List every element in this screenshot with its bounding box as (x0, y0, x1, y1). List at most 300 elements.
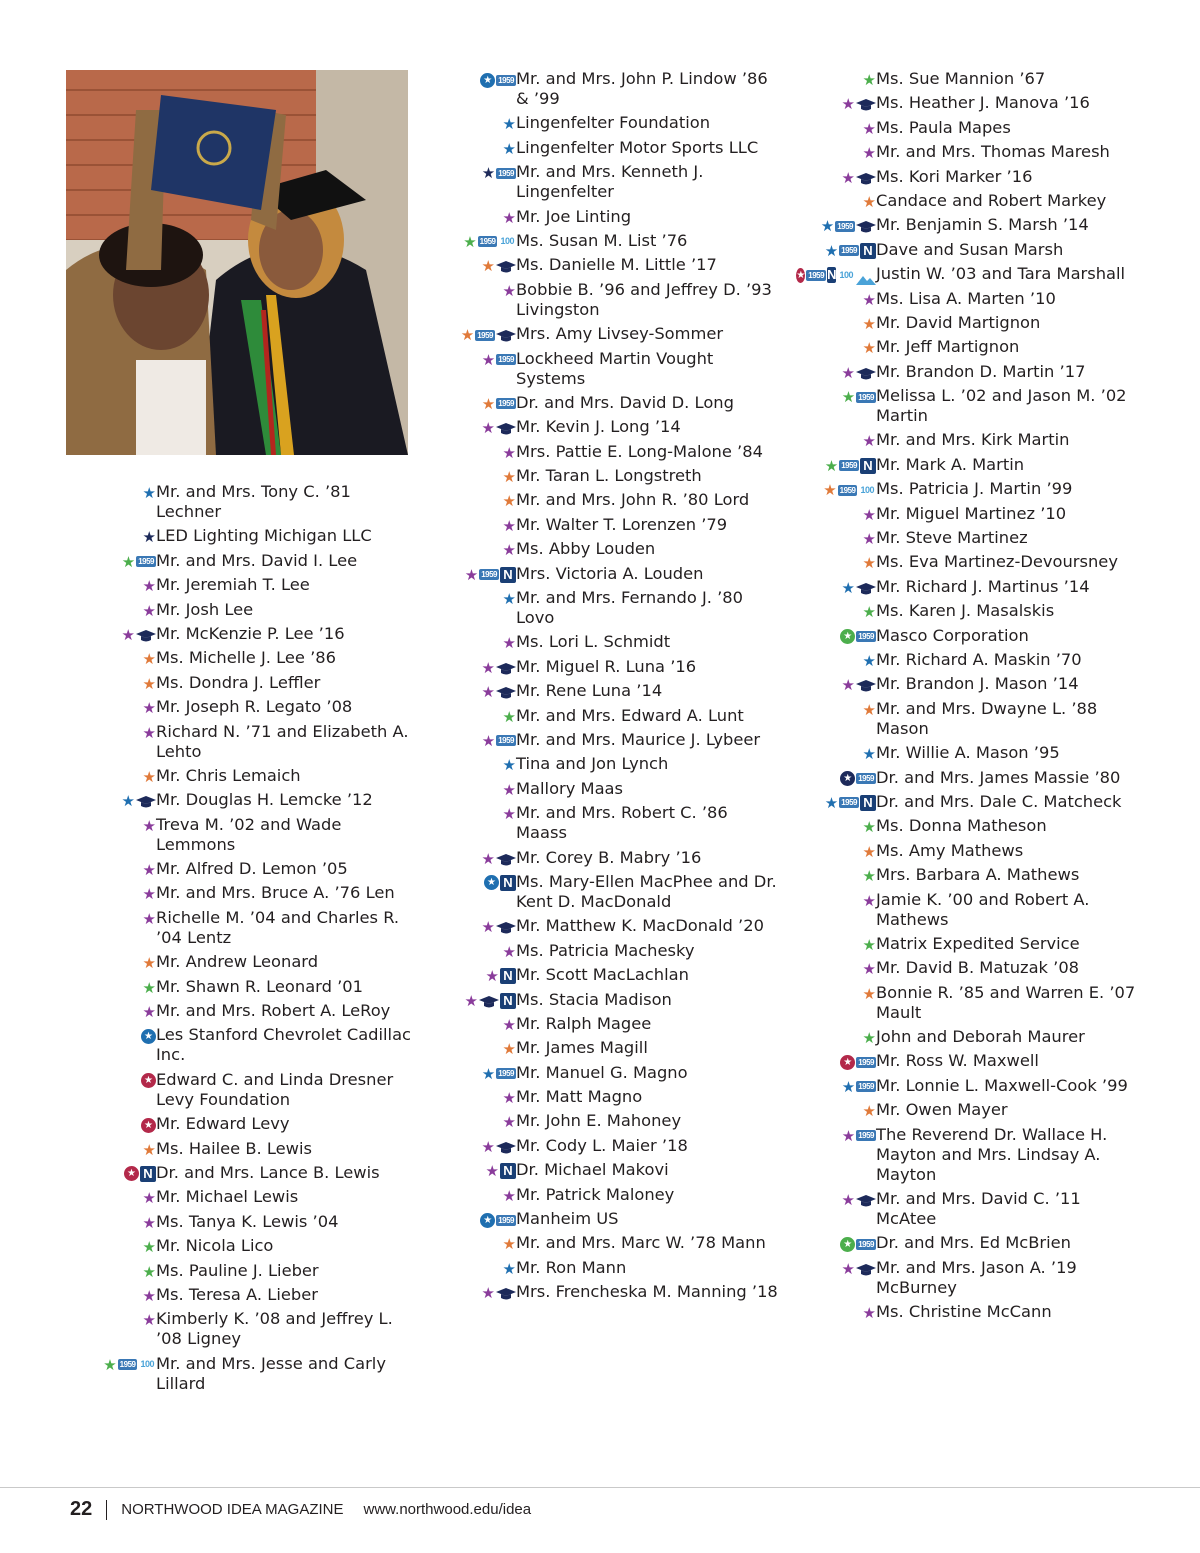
donor-entry (440, 1209, 780, 1233)
donor-entry (80, 1025, 415, 1069)
donor-name: Mr. and Mrs. Tony C. ’81 Lechner (156, 482, 351, 521)
donor-name: Treva M. ’02 and Wade Lemmons (156, 814, 342, 854)
donor-entry (800, 1100, 1145, 1124)
star-purple-icon: ★ (481, 918, 495, 937)
recognition-icons (440, 1088, 516, 1108)
recognition-icons (80, 649, 156, 669)
donor-entry (80, 1354, 415, 1398)
donor-name: Mr. Rene Luna ’14 (516, 681, 663, 701)
founders-1959-icon: 1959 (119, 1360, 136, 1370)
donor-entry (800, 743, 1145, 767)
donor-name: Mr. Ross W. Maxwell (876, 1051, 1039, 1071)
recognition-icons (440, 633, 516, 653)
star-blue-icon: ★ (862, 651, 876, 670)
donor-name: Mrs. Pattie E. Long-Malone ’84 (516, 441, 763, 461)
donor-entry (440, 490, 780, 514)
recognition-icons (800, 984, 876, 1004)
star-orange-icon: ★ (142, 674, 156, 693)
recognition-icons (80, 1188, 156, 1208)
star-purple-icon: ★ (502, 516, 516, 535)
star-green-icon: ★ (502, 707, 516, 726)
donor-name: Mr. Walter T. Lorenzen ’79 (516, 514, 728, 534)
donor-name: Mallory Maas (516, 778, 624, 798)
recognition-icons (80, 1310, 156, 1330)
donor-name: Ms. Amy Mathews (876, 840, 1024, 860)
recognition-icons (80, 625, 156, 645)
star-orange-icon: ★ (862, 1102, 876, 1121)
donor-name: Mr. Richard J. Martinus ’14 (876, 576, 1090, 596)
donor-entry (800, 626, 1145, 650)
donor-name: Lingenfelter Foundation (516, 113, 711, 133)
recognition-icons (800, 363, 876, 383)
donor-entry (440, 706, 780, 730)
donor-entry (800, 1189, 1145, 1233)
donor-name: Mr. Brandon D. Martin ’17 (876, 361, 1086, 381)
donor-name: Mr. and Mrs. Edward A. Lunt (516, 705, 744, 725)
donor-name: Dave and Susan Marsh (876, 239, 1064, 259)
donor-entry (440, 1087, 780, 1111)
donor-entry (800, 1233, 1145, 1257)
donor-name: Mr. McKenzie P. Lee ’16 (156, 623, 345, 643)
star-purple-icon: ★ (481, 1137, 495, 1156)
graduation-photo (66, 70, 408, 455)
donor-entry (800, 983, 1145, 1027)
donor-entry (800, 958, 1145, 982)
star-green-icon: ★ (841, 388, 856, 407)
founders-1959-icon: 1959 (841, 798, 857, 808)
donor-name: Mr. Benjamin S. Marsh ’14 (876, 215, 1089, 235)
recognition-icons (440, 1210, 516, 1230)
recognition-icons (80, 1026, 156, 1046)
donor-entry (440, 1111, 780, 1135)
recognition-icons (440, 70, 516, 90)
recognition-icons (800, 168, 876, 188)
donor-entry (800, 337, 1145, 361)
recognition-icons (796, 265, 876, 285)
recognition-icons (440, 755, 516, 775)
recognition-icons (800, 431, 876, 451)
recognition-icons (440, 682, 516, 702)
star-purple-icon: ★ (841, 363, 855, 382)
donor-name: Mr. and Mrs. Dwayne L. ’88 Mason (876, 698, 1098, 738)
recognition-icons (440, 804, 516, 824)
star-purple-icon: ★ (862, 290, 876, 309)
donor-name: Ms. Danielle M. Little ’17 (516, 255, 717, 275)
graduation-cap-icon (496, 259, 516, 273)
star-purple-icon: ★ (142, 1311, 156, 1330)
donor-name: Mr. and Mrs. John R. ’80 Lord (516, 490, 750, 510)
graduation-cap-icon (856, 678, 876, 692)
star-blue-icon: ★ (841, 578, 855, 597)
donor-name: Mr. James Magill (516, 1038, 648, 1058)
donor-name: Ms. Tanya K. Lewis ’04 (156, 1211, 339, 1231)
donor-entry (80, 600, 415, 624)
recognition-icons (800, 529, 876, 549)
star-purple-icon: ★ (481, 350, 496, 369)
donor-name: Mr. Steve Martinez (876, 528, 1028, 548)
donor-name: Dr. Michael Makovi (516, 1160, 669, 1180)
donor-entry (800, 865, 1145, 889)
circled-star-blue-icon: ★ (141, 1029, 156, 1044)
star-purple-icon: ★ (142, 909, 156, 928)
recognition-icons (800, 553, 876, 573)
donor-name: Mr. Jeremiah T. Lee (156, 575, 310, 595)
donor-name: Ms. Lori L. Schmidt (516, 632, 671, 652)
graduation-cap-icon (496, 1286, 516, 1300)
recognition-icons (440, 139, 516, 159)
page-footer (70, 1498, 531, 1521)
donor-entry (800, 890, 1145, 934)
star-green-icon: ★ (121, 552, 136, 571)
graduation-cap-icon (856, 1193, 876, 1207)
recognition-icons (440, 1015, 516, 1035)
star-orange-icon: ★ (862, 842, 876, 861)
donor-name: Mr. Miguel R. Luna ’16 (516, 656, 697, 676)
star-blue-icon: ★ (502, 590, 516, 609)
donor-entry (800, 240, 1145, 264)
donor-entry (80, 1285, 415, 1309)
donor-name: Mr. Cody L. Maier ’18 (516, 1135, 688, 1155)
donor-entry (440, 539, 780, 563)
star-green-icon: ★ (142, 1262, 156, 1281)
star-orange-icon: ★ (142, 650, 156, 669)
star-purple-icon: ★ (142, 1189, 156, 1208)
star-green-icon: ★ (862, 603, 876, 622)
star-purple-icon: ★ (142, 699, 156, 718)
century-club-100-icon: 100 (500, 236, 514, 247)
star-blue-icon: ★ (824, 793, 839, 812)
donor-entry (80, 908, 415, 952)
recognition-icons (440, 394, 516, 414)
recognition-icons (800, 578, 876, 598)
donor-entry (800, 792, 1145, 816)
donor-name: Mr. Jeff Martignon (876, 337, 1020, 357)
star-purple-icon: ★ (502, 1113, 516, 1132)
star-orange-icon: ★ (481, 394, 496, 413)
donor-name: Mr. Manuel G. Magno (516, 1062, 688, 1082)
star-blue-icon: ★ (121, 792, 135, 811)
donor-entry (440, 466, 780, 490)
recognition-icons (800, 1259, 876, 1279)
northwood-n-icon: N (140, 1166, 156, 1182)
recognition-icons (440, 1064, 516, 1084)
donor-entry (80, 766, 415, 790)
donor-name: Ms. Susan M. List ’76 (516, 230, 688, 250)
donor-entry (440, 113, 780, 137)
founders-1959-icon: 1959 (138, 557, 154, 567)
star-green-icon: ★ (862, 818, 876, 837)
recognition-icons (80, 698, 156, 718)
donor-entry (80, 722, 415, 766)
star-purple-icon: ★ (481, 731, 496, 750)
recognition-icons (800, 119, 876, 139)
donor-name: Lingenfelter Motor Sports LLC (516, 137, 759, 157)
donor-entry (800, 455, 1145, 479)
recognition-icons (800, 866, 876, 886)
donor-entry (440, 754, 780, 778)
donor-name: Ms. Sue Mannion ’67 (876, 69, 1046, 88)
founders-1959-icon: 1959 (858, 774, 874, 784)
star-orange-icon: ★ (862, 700, 876, 719)
graduation-cap-icon (856, 1262, 876, 1276)
star-orange-icon: ★ (502, 1235, 516, 1254)
recognition-icons (80, 978, 156, 998)
donor-name: Mr. Joe Linting (516, 206, 632, 226)
recognition-icons (80, 552, 156, 572)
donor-name: Ms. Mary-Ellen MacPhee and Dr. Kent D. MacDonald (516, 871, 777, 911)
founders-1959-icon: 1959 (498, 75, 514, 85)
recognition-icons (800, 70, 876, 90)
star-purple-icon: ★ (481, 658, 495, 677)
donor-name: Mr. Ron Mann (516, 1257, 627, 1277)
recognition-icons (80, 1164, 156, 1184)
star-blue-icon: ★ (502, 139, 516, 158)
donor-name: Dr. and Mrs. David D. Long (516, 392, 734, 412)
donor-name: Mr. and Mrs. Thomas Maresh (876, 142, 1110, 162)
donor-name: Mr. Kevin J. Long ’14 (516, 417, 681, 437)
recognition-icons (80, 1286, 156, 1306)
donor-entry (440, 515, 780, 539)
recognition-icons (440, 232, 516, 252)
star-green-icon: ★ (142, 978, 156, 997)
donor-entry (440, 990, 780, 1014)
recognition-icons (440, 873, 516, 893)
founders-1959-icon: 1959 (837, 221, 853, 231)
star-purple-icon: ★ (502, 780, 516, 799)
star-purple-icon: ★ (502, 541, 516, 560)
donor-entry (80, 1163, 415, 1187)
donor-entry (800, 430, 1145, 454)
star-purple-icon: ★ (142, 601, 156, 620)
donor-name: Mr. and Mrs. John P. Lindow ’86 & ’99 (516, 69, 768, 108)
magazine-url[interactable]: www.northwood.edu/idea (363, 1501, 532, 1518)
donor-entry (440, 1282, 780, 1306)
northwood-n-icon: N (827, 267, 837, 283)
donor-name: Ms. Hailee B. Lewis (156, 1138, 312, 1158)
donor-entry (800, 93, 1145, 117)
recognition-icons (800, 959, 876, 979)
donor-name: Mr. Matt Magno (516, 1087, 643, 1107)
founders-1959-icon: 1959 (481, 570, 497, 580)
donor-entry (80, 482, 415, 526)
recognition-icons (440, 540, 516, 560)
donor-entry (440, 442, 780, 466)
star-orange-icon: ★ (460, 326, 475, 345)
donor-entry (80, 1187, 415, 1211)
donor-entry (800, 386, 1145, 430)
donor-name: Mr. and Mrs. Kirk Martin (876, 430, 1070, 450)
donor-entry (440, 69, 780, 113)
recognition-icons (80, 483, 156, 503)
star-purple-icon: ★ (142, 1213, 156, 1232)
donor-entry (800, 577, 1145, 601)
star-purple-icon: ★ (502, 281, 516, 300)
recognition-icons (440, 325, 516, 345)
graduation-cap-icon (496, 1140, 516, 1154)
donor-name: Mr. Corey B. Mabry ’16 (516, 847, 702, 867)
star-purple-icon: ★ (142, 577, 156, 596)
donor-name: Mr. Scott MacLachlan (516, 965, 689, 985)
circled-star-green-icon: ★ (840, 1237, 855, 1252)
donor-entry (80, 1070, 415, 1114)
donor-entry (80, 859, 415, 883)
donor-name: Mr. Willie A. Mason ’95 (876, 743, 1060, 763)
star-navy-icon: ★ (481, 164, 496, 183)
star-blue-icon: ★ (142, 484, 156, 502)
donor-name: Tina and Jon Lynch (516, 754, 669, 774)
donor-entry (440, 280, 780, 324)
recognition-icons (800, 891, 876, 911)
founders-1959-icon: 1959 (839, 485, 856, 495)
donor-name: Mr. Miguel Martinez ’10 (876, 503, 1067, 523)
donor-entry (800, 528, 1145, 552)
donor-entry (800, 552, 1145, 576)
donor-column-3 (796, 69, 1145, 1327)
donor-name: Mr. Lonnie L. Maxwell-Cook ’99 (876, 1075, 1128, 1095)
graduation-cap-icon (856, 171, 876, 185)
donor-entry (800, 1051, 1145, 1075)
founders-1959-icon: 1959 (858, 1239, 874, 1249)
founders-1959-icon: 1959 (858, 1082, 874, 1092)
donor-entry (800, 1258, 1145, 1302)
graduation-cap-icon (496, 421, 516, 435)
star-purple-icon: ★ (481, 849, 495, 868)
recognition-icons (80, 1140, 156, 1160)
donor-entry (440, 255, 780, 279)
donor-name: Masco Corporation (876, 625, 1029, 645)
recognition-icons (440, 1137, 516, 1157)
century-club-100-icon: 100 (839, 269, 853, 280)
recognition-icons (800, 143, 876, 163)
footer-divider (0, 1487, 1200, 1488)
recognition-icons (440, 658, 516, 678)
star-purple-icon: ★ (502, 1186, 516, 1205)
donor-name: Ms. Stacia Madison (516, 989, 672, 1009)
donor-entry (80, 815, 415, 859)
donor-entry (800, 289, 1145, 313)
donor-name: Ms. Michelle J. Lee ’86 (156, 648, 337, 668)
donor-name: Lockheed Martin Vought Systems (516, 348, 714, 388)
donor-name: Mr. Ralph Magee (516, 1013, 652, 1033)
donor-name: Mr. Michael Lewis (156, 1187, 299, 1207)
donor-entry (440, 393, 780, 417)
circled-star-navy-icon: ★ (840, 771, 855, 786)
donor-name: Mr. Richard A. Maskin ’70 (876, 649, 1082, 669)
donor-name: Matrix Expedited Service (876, 933, 1080, 953)
donor-entry (440, 779, 780, 803)
donor-entry (440, 848, 780, 872)
donor-name: Ms. Patricia J. Martin ’99 (876, 479, 1073, 499)
star-purple-icon: ★ (481, 1284, 495, 1303)
northwood-n-icon: N (500, 1163, 516, 1179)
donor-entry (80, 1261, 415, 1285)
donor-entry (440, 657, 780, 681)
donor-name: Mr. and Mrs. Jason A. ’19 McBurney (876, 1257, 1077, 1297)
star-orange-icon: ★ (502, 468, 516, 487)
donor-name: Mr. Taran L. Longstreth (516, 466, 702, 486)
donor-name: Mr. and Mrs. Bruce A. ’76 Len (156, 883, 395, 903)
donor-name: Mr. Shawn R. Leonard ’01 (156, 976, 363, 996)
donor-entry (440, 916, 780, 940)
star-purple-icon: ★ (862, 432, 876, 451)
donor-name: Ms. Eva Martinez-Devoursney (876, 552, 1118, 572)
graduation-cap-icon (136, 628, 156, 642)
donor-entry (80, 1212, 415, 1236)
star-green-icon: ★ (824, 456, 839, 475)
star-purple-icon: ★ (481, 683, 495, 702)
donor-entry (800, 1076, 1145, 1100)
donor-entry (800, 69, 1145, 93)
founders-1959-icon: 1959 (498, 168, 514, 178)
donor-name: Mr. and Mrs. Kenneth J. Lingenfelter (516, 162, 704, 202)
donor-name: Bobbie B. ’96 and Jeffrey D. ’93 Livingston (516, 279, 772, 319)
donor-entry (800, 215, 1145, 239)
recognition-icons (80, 884, 156, 904)
donor-entry (800, 1125, 1145, 1189)
donor-name: Mr. and Mrs. David I. Lee (156, 550, 358, 570)
donor-entry (800, 601, 1145, 625)
donor-entry (80, 673, 415, 697)
donor-entry (80, 977, 415, 1001)
star-green-icon: ★ (862, 1029, 876, 1048)
star-purple-icon: ★ (502, 1015, 516, 1034)
recognition-icons (80, 767, 156, 787)
star-green-icon: ★ (862, 71, 876, 89)
donor-entry (440, 1185, 780, 1209)
donor-entry (800, 167, 1145, 191)
donor-name: Mr. and Mrs. Fernando J. ’80 Lovo (516, 588, 744, 628)
founders-1959-icon: 1959 (477, 330, 493, 340)
donor-name: Ms. Kori Marker ’16 (876, 166, 1033, 186)
recognition-icons (800, 94, 876, 114)
star-purple-icon: ★ (142, 1286, 156, 1305)
donor-name: Mr. and Mrs. David C. ’11 McAtee (876, 1189, 1081, 1229)
graduation-cap-icon (479, 994, 499, 1008)
star-orange-icon: ★ (862, 339, 876, 358)
northwood-n-icon: N (500, 968, 516, 984)
recognition-icons (80, 1237, 156, 1257)
star-green-icon: ★ (862, 935, 876, 954)
recognition-icons (440, 467, 516, 487)
recognition-icons (440, 707, 516, 727)
donor-entry (800, 816, 1145, 840)
donor-entry (800, 1302, 1145, 1326)
circled-star-blue-icon: ★ (484, 875, 499, 890)
donor-entry (800, 1027, 1145, 1051)
star-purple-icon: ★ (502, 443, 516, 462)
star-purple-icon: ★ (502, 208, 516, 227)
donor-name: Mrs. Frencheska M. Manning ’18 (516, 1282, 778, 1302)
donor-entry (80, 1139, 415, 1163)
donor-name: Mr. Douglas H. Lemcke ’12 (156, 790, 373, 810)
graduation-cap-icon (856, 219, 876, 233)
donor-name: Dr. and Mrs. Ed McBrien (876, 1233, 1071, 1253)
recognition-icons (80, 1002, 156, 1022)
star-purple-icon: ★ (862, 144, 876, 163)
star-purple-icon: ★ (464, 565, 479, 584)
donor-name: Richelle M. ’04 and Charles R. ’04 Lentz (156, 907, 400, 947)
donor-entry (440, 588, 780, 632)
donor-name: Richard N. ’71 and Elizabeth A. Lehto (156, 721, 409, 761)
century-club-100-icon: 100 (860, 484, 874, 495)
donor-name: Manheim US (516, 1209, 619, 1229)
donor-entry (80, 790, 415, 814)
recognition-icons (440, 114, 516, 134)
founders-1959-icon: 1959 (498, 736, 514, 746)
founders-1959-icon: 1959 (858, 1057, 874, 1067)
recognition-icons (800, 241, 876, 261)
star-orange-icon: ★ (142, 767, 156, 786)
